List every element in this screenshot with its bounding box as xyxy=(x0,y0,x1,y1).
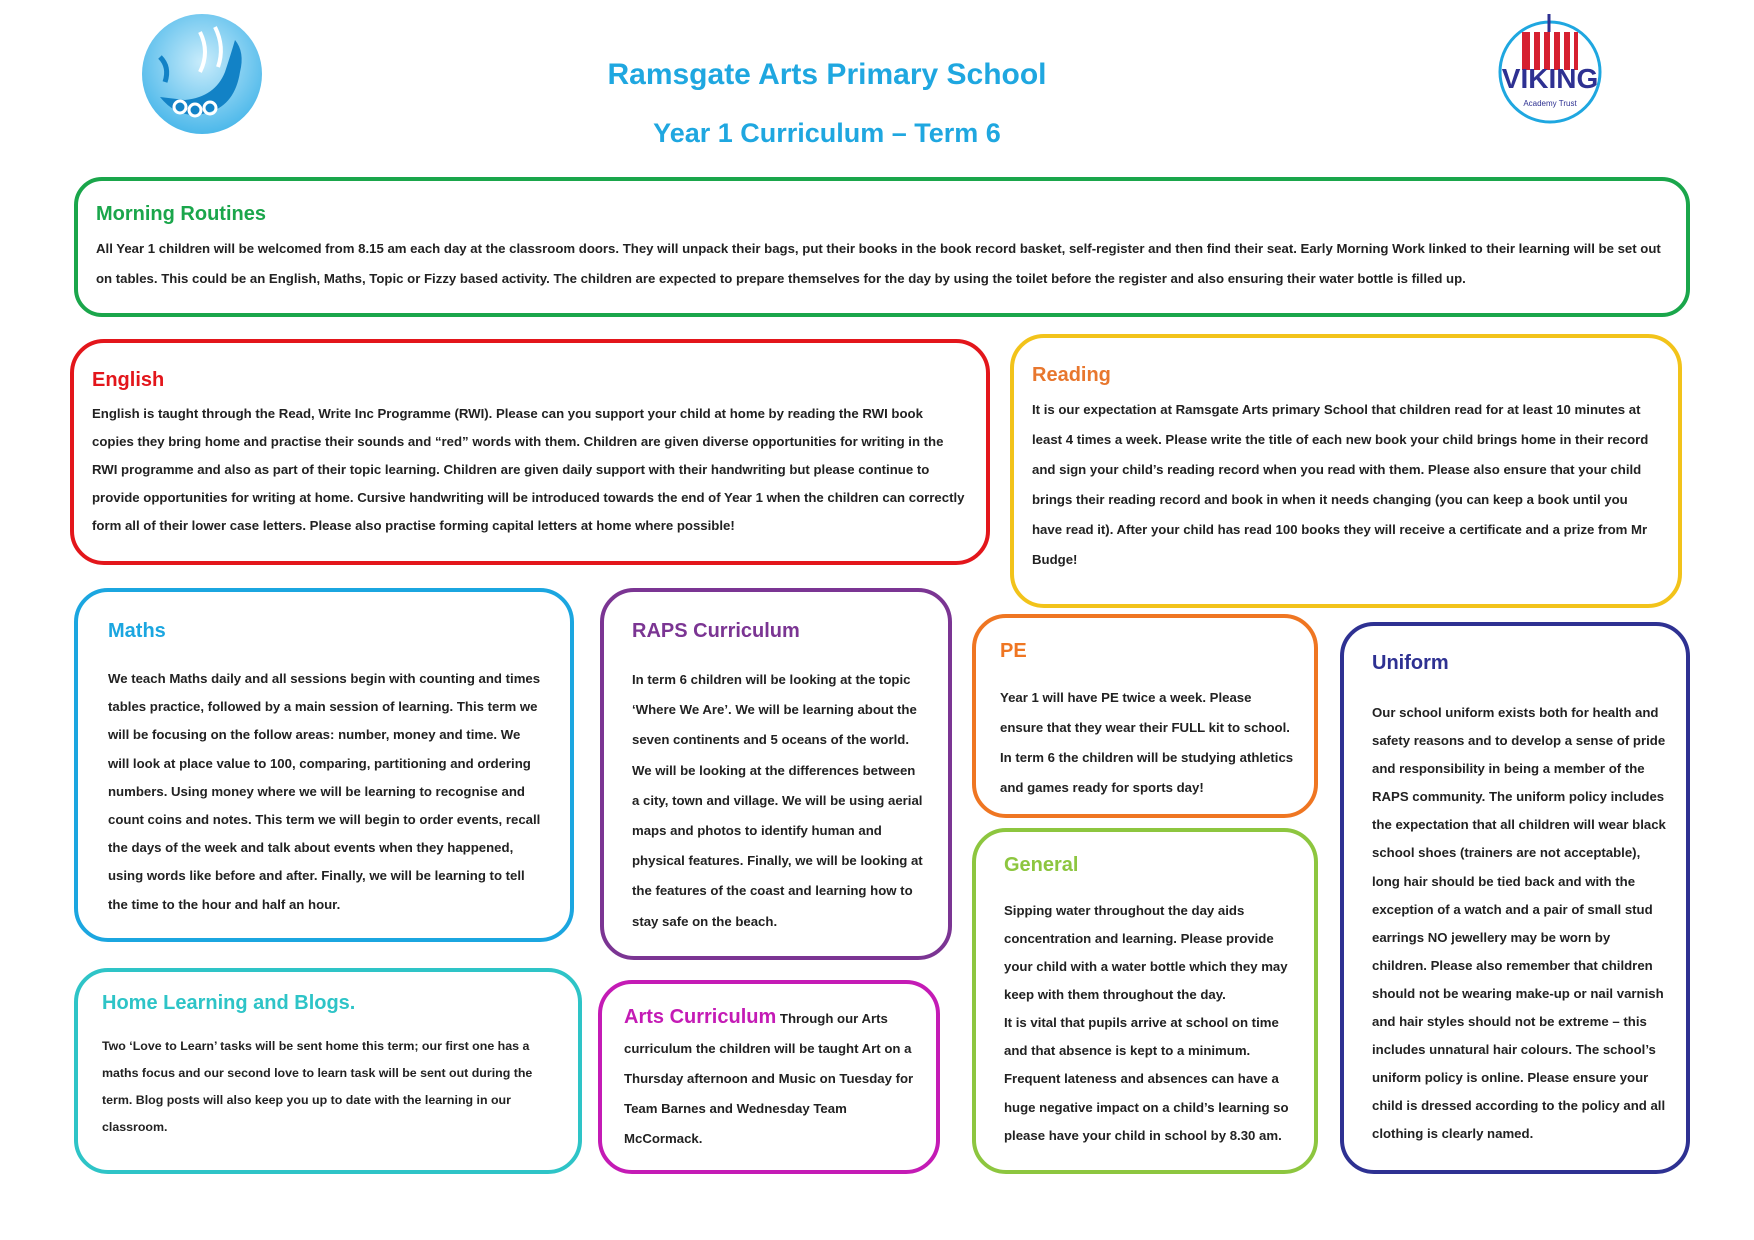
uniform-panel xyxy=(1340,622,1690,1174)
page-subtitle: Year 1 Curriculum – Term 6 xyxy=(653,118,1001,148)
uniform-heading: Uniform xyxy=(1372,652,1449,674)
maths-text: We teach Maths daily and all sessions begin with counting and times tables practice, followed by a main session of learning. This term we will be focusing on the follow areas: number, money and time. We will look at place value to 100, comparing, partitioning and ordering numbers. Using money where we will be learning to recognise and count coins and notes. This term we will begin to order events, recall the days of the week and talk about events when they happened, using words like before and after. Finally, we will be learning to tell the time to the hour and half an hour. xyxy=(108,671,541,912)
reading-panel xyxy=(1010,334,1682,608)
uniform-text: Our school uniform exists both for health and safety reasons and to develop a sense of pride and responsibility in being a member of the RAPS community. The uniform policy includes the expectation that all children will wear black school shoes (trainers are not acceptable), long hair should be tied back and with the exception of a watch and a pair of small stud earrings NO jewellery may be worn by children. Please also remember that children should not be wearing make-up or nail varnish and hair styles should not be extreme – this includes unnatural hair colours. The school’s uniform policy is online. Please ensure your child is dressed according to the policy and all clothing is clearly named. xyxy=(1372,705,1666,1142)
raps-curriculum-heading: RAPS Curriculum xyxy=(632,620,800,642)
general-text-water: Sipping water throughout the day aids concentration and learning. Please provide your child with a water bottle which they may keep with them throughout the day. xyxy=(1004,903,1288,1002)
home-learning-text: Two ‘Love to Learn’ tasks will be sent home this term; our first one has a maths focus and our second love to learn task will be sent out during the term. Blog posts will also keep you up to date with the learning in our classroom. xyxy=(102,1039,533,1134)
morning-routines-heading: Morning Routines xyxy=(96,203,266,225)
longship-sail-icon xyxy=(1522,14,1578,70)
pe-text: Year 1 will have PE twice a week. Please ensure that they wear their FULL kit to school. In term 6 the children will be studying athletics and games ready for sports day! xyxy=(1000,690,1294,795)
pe-heading: PE xyxy=(1000,640,1027,662)
general-heading: General xyxy=(1004,854,1079,876)
reading-text: It is our expectation at Ramsgate Arts primary School that children read for at least 10 minutes at least 4 times a week. Please write the title of each new book your child brings home in their record and sign your child’s reading record when you read with them. Please also ensure that your child brings their reading record and book in when it needs changing (you can keep a book until you have read it). After your child has read 100 books they will receive a certificate and a prize from Mr Budge! xyxy=(1032,402,1649,567)
trust-logo xyxy=(1494,10,1606,128)
reading-heading: Reading xyxy=(1032,364,1111,386)
maths-panel xyxy=(74,588,574,942)
raps-curriculum-text: In term 6 children will be looking at the topic ‘Where We Are’. We will be learning about the seven continents and 5 oceans of the world. We will be looking at the differences between a city, town and village. We will be using aerial maps and photos to identify human and physical features. Finally, we will be looking at the features of the coast and learning how to stay safe on the beach. xyxy=(632,672,923,929)
maths-heading: Maths xyxy=(108,620,166,642)
home-learning-heading: Home Learning and Blogs. xyxy=(102,992,356,1014)
arts-curriculum-body xyxy=(624,1002,918,1154)
school-title: Ramsgate Arts Primary School xyxy=(607,58,1047,91)
trust-logo-subtext: Academy Trust xyxy=(1523,99,1577,108)
morning-routines-text: All Year 1 children will be welcomed from 8.15 am each day at the classroom doors. They will unpack their bags, put their books in the book record basket, self-register and then find their seat. Early Morning Work linked to their learning will be set out on tables. This could be an English, Maths, Topic or Fizzy based activity. The children are expected to prepare themselves for the day by using the toilet before the register and also ensuring their water bottle is filled up. xyxy=(96,241,1661,286)
home-learning-panel xyxy=(74,968,582,1174)
pe-panel xyxy=(972,614,1318,818)
general-text-attendance: It is vital that pupils arrive at school on time and that absence is kept to a minimum. Frequent lateness and absences can have a huge negative impact on a child’s learning so please have your child in school by 8.30 am. xyxy=(1004,1015,1289,1143)
english-panel xyxy=(70,339,990,565)
arts-curriculum-panel xyxy=(598,980,940,1174)
raps-curriculum-panel xyxy=(600,588,952,960)
arts-curriculum-text: Through our Arts curriculum the children will be taught Art on a Thursday afternoon and Music on Tuesday for Team Barnes and Wednesday Team McCormack. xyxy=(624,1011,914,1146)
general-panel xyxy=(972,828,1318,1174)
english-text: English is taught through the Read, Write Inc Programme (RWI). Please can you support your child at home by reading the RWI book copies they bring home and practise their sounds and “red” words with them. Children are given diverse opportunities for writing in the RWI programme and also as part of their topic learning. Children are given daily support with their handwriting but please continue to provide opportunities for writing at home. Cursive handwriting will be introduced towards the end of Year 1 when the children can correctly form all of their lower case letters. Please also practise forming capital letters at home where possible! xyxy=(92,406,965,533)
trust-logo-wordmark: VIKING xyxy=(1501,63,1599,94)
english-heading: English xyxy=(92,369,165,391)
morning-routines-panel xyxy=(74,177,1690,317)
arts-curriculum-heading: Arts Curriculum xyxy=(624,1006,777,1028)
